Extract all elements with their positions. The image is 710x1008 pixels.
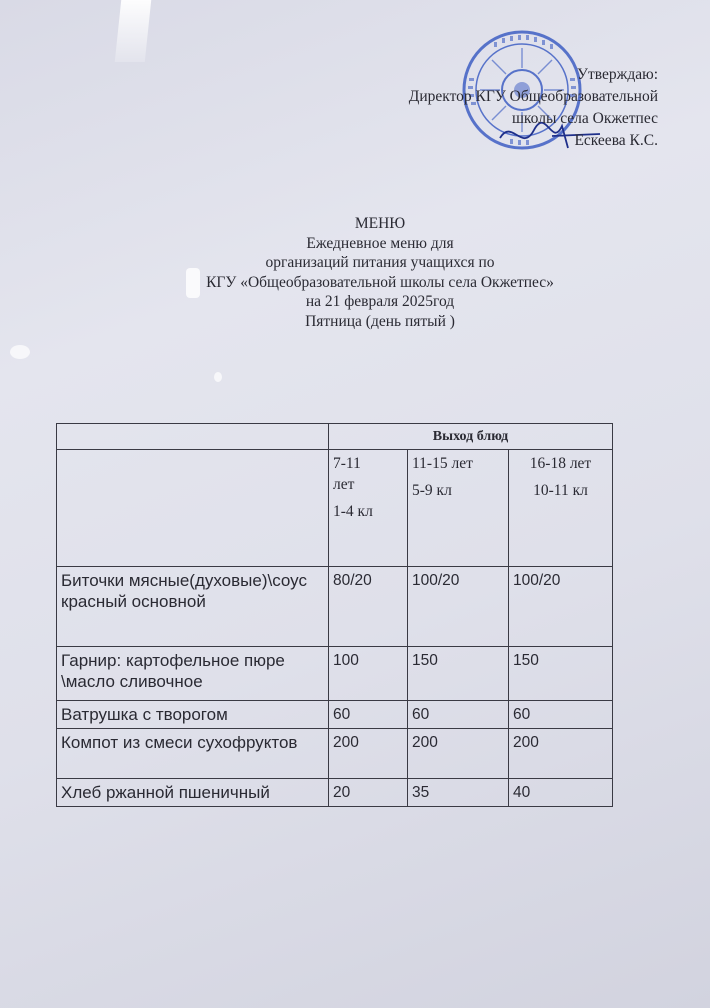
- dish-name: Компот из смеси сухофруктов: [57, 729, 329, 779]
- table-row: [57, 729, 613, 779]
- portion-value: 150: [509, 647, 613, 701]
- age-group-1: [329, 450, 408, 567]
- class-range: 5-9 кл: [412, 482, 452, 499]
- light-glare: [115, 0, 152, 62]
- age-unit: лет: [333, 476, 355, 493]
- portion-value: 20: [329, 779, 408, 807]
- class-range: 1-4 кл: [333, 503, 373, 520]
- portion-value: 200: [329, 729, 408, 779]
- title-line: Пятница (день пятый ): [305, 312, 455, 330]
- age-range: 16-18 лет: [529, 455, 592, 472]
- portion-value: 40: [509, 779, 613, 807]
- light-glare: [214, 372, 222, 382]
- table-corner-cell: [57, 450, 329, 567]
- approval-line: Утверждаю:: [577, 66, 658, 83]
- light-glare: [10, 345, 30, 359]
- title-line: на 21 февраля 2025год: [305, 293, 455, 310]
- menu-table: [56, 423, 613, 807]
- title-line: организаций питания учащихся по: [265, 254, 495, 271]
- table-header: Выход блюд: [329, 424, 613, 450]
- title-line: КГУ «Общеобразовательной школы села Окжетпес»: [206, 273, 554, 291]
- age-group-2: [408, 450, 509, 567]
- approval-line: школы села Окжетпес: [511, 110, 658, 127]
- table-corner-cell: [57, 424, 329, 450]
- document-title: [170, 214, 590, 331]
- table-row: [57, 779, 613, 807]
- dish-name: Гарнир: картофельное пюре \масло сливочное: [57, 647, 329, 701]
- portion-value: 60: [329, 701, 408, 729]
- portion-value: 80/20: [329, 567, 408, 647]
- title-line: Ежедневное меню для: [306, 234, 454, 252]
- dish-name: Хлеб ржанной пшеничный: [57, 779, 329, 807]
- portion-value: 200: [509, 729, 613, 779]
- dish-name: Ватрушка с творогом: [57, 701, 329, 729]
- table-row: [57, 701, 613, 729]
- dish-name: Биточки мясные(духовые)\соус красный основной: [57, 567, 329, 647]
- class-range: 10-11 кл: [533, 482, 588, 499]
- portion-value: 100/20: [408, 567, 509, 647]
- age-group-3: [509, 450, 613, 567]
- portion-value: 60: [408, 701, 509, 729]
- title-line: МЕНЮ: [354, 215, 406, 232]
- portion-value: 100: [329, 647, 408, 701]
- table-row: [57, 567, 613, 647]
- age-range: 11-15 лет: [412, 455, 473, 472]
- portion-value: 60: [509, 701, 613, 729]
- approval-line: Директор КГУ Общеобразовательной: [408, 88, 658, 105]
- approval-block: [409, 64, 658, 152]
- portion-value: 35: [408, 779, 509, 807]
- portion-value: 100/20: [509, 567, 613, 647]
- age-range: 7-11: [333, 455, 361, 472]
- approval-line: Ескеева К.С.: [574, 132, 658, 149]
- portion-value: 150: [408, 647, 509, 701]
- table-row: [57, 647, 613, 701]
- portion-value: 200: [408, 729, 509, 779]
